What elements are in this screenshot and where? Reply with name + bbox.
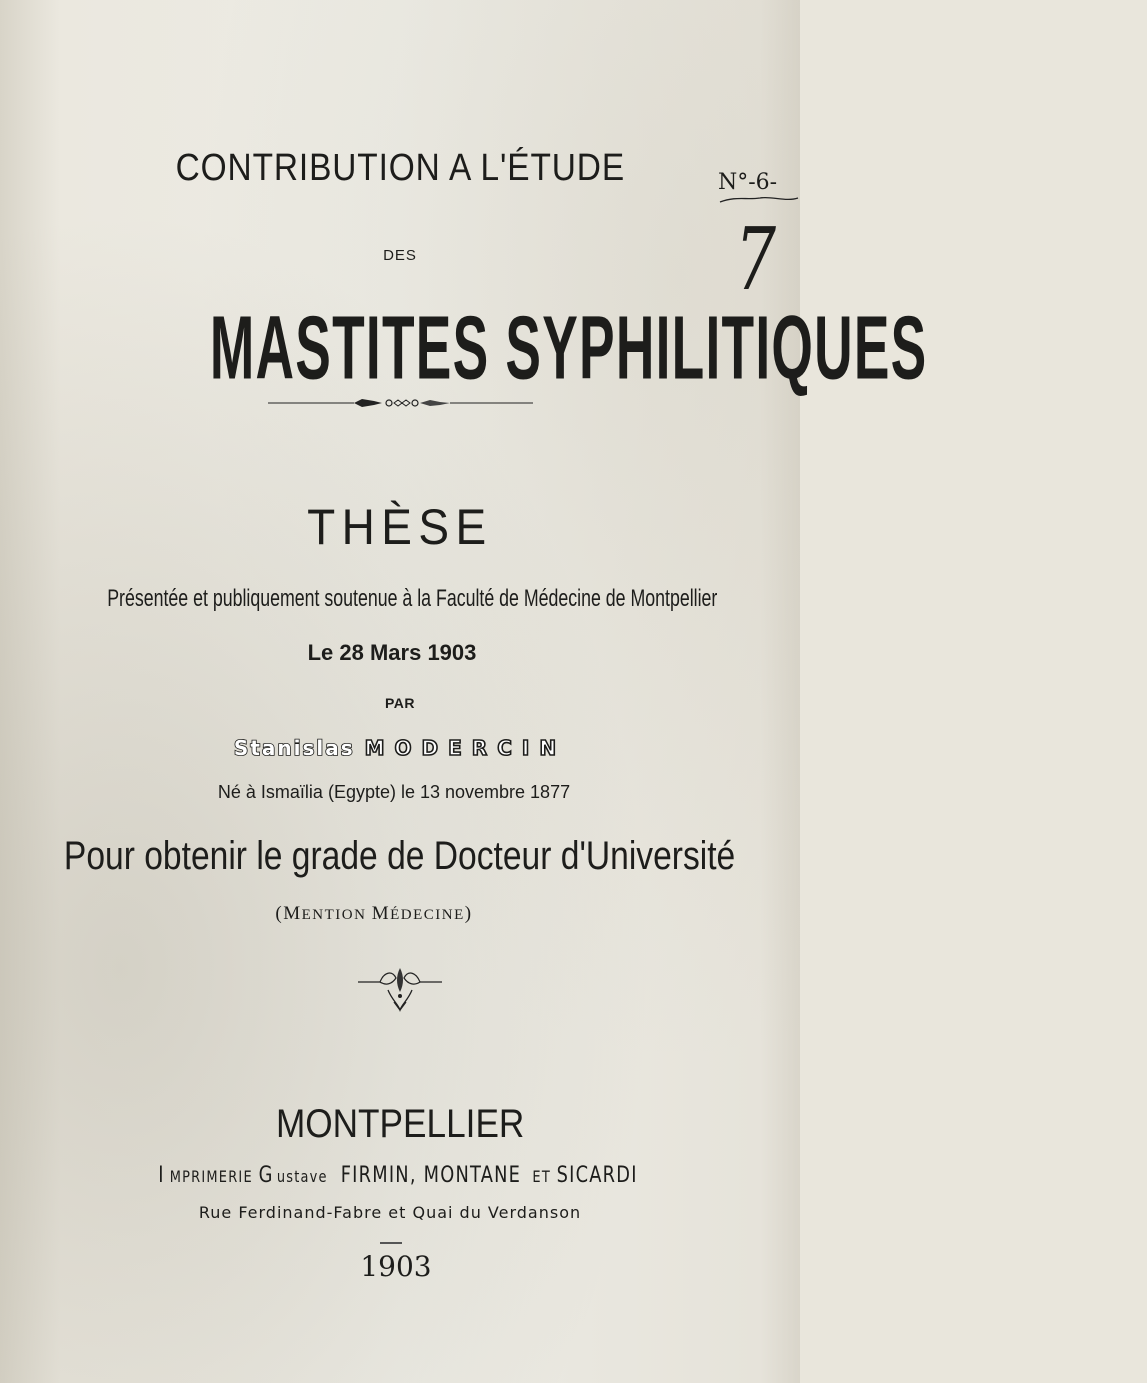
degree-mention [0,903,774,925]
printer-word: MPRIMERIE [169,1167,253,1186]
printer-sicardi: SICARDI [556,1163,638,1188]
defense-date: Le 28 Mars 1903 [307,640,477,665]
mention-paren-open: ( [275,903,284,924]
printer-firms: FIRMIN, MONTANE [340,1163,522,1188]
handwritten-number-prefix: N°-6- [718,170,778,195]
title-line-1 [0,146,800,190]
publication-city-text: MONTPELLIER [275,1102,525,1146]
thesis-heading-text: THÈSE [307,499,493,555]
degree-line [0,832,800,879]
printer-address: Rue Ferdinand-Fabre et Quai du Verdanson [198,1203,582,1222]
main-title-text: MASTITES SYPHILITIQUES [209,297,928,399]
mention-word: ENTION [301,907,372,923]
printer-et: ET [532,1167,551,1186]
title-des: DES [383,247,417,264]
main-title [0,297,928,399]
author-first-name: Stanislas [233,736,355,760]
medecine-initial: M [371,903,391,924]
medecine-word: ÉDECINE [390,907,465,923]
author-birth-info: Né à Ismaïlia (Egypte) le 13 novembre 1877 [217,782,571,802]
by-label: PAR [384,695,416,711]
floral-ornament-icon [0,962,800,1022]
printer-initial: I [158,1163,165,1188]
gustave-word: ustave [277,1167,329,1186]
gustave-initial: G [258,1163,274,1188]
year-dash [380,1242,402,1244]
mention-initial: M [283,903,302,924]
handwritten-number: 7 [735,210,777,310]
mention-paren-close: ) [464,903,473,924]
degree-text: Pour obtenir le grade de Docteur d'Université [64,834,736,878]
handwritten-underline-icon [716,192,800,206]
presentation-line [0,585,800,613]
author-name [0,736,800,766]
printer-name [0,1163,800,1188]
divider-ornament-icon [0,396,800,410]
thesis-heading [0,498,800,556]
presentation-text: Présentée et publiquement soutenue à la Faculté de Médecine de Montpellier [107,585,718,612]
publication-city [0,1102,800,1147]
author-last-name: MODERCIN [364,736,567,760]
publication-year: 1903 [360,1250,432,1283]
title-line-1-text: CONTRIBUTION A L'ÉTUDE [175,147,625,189]
